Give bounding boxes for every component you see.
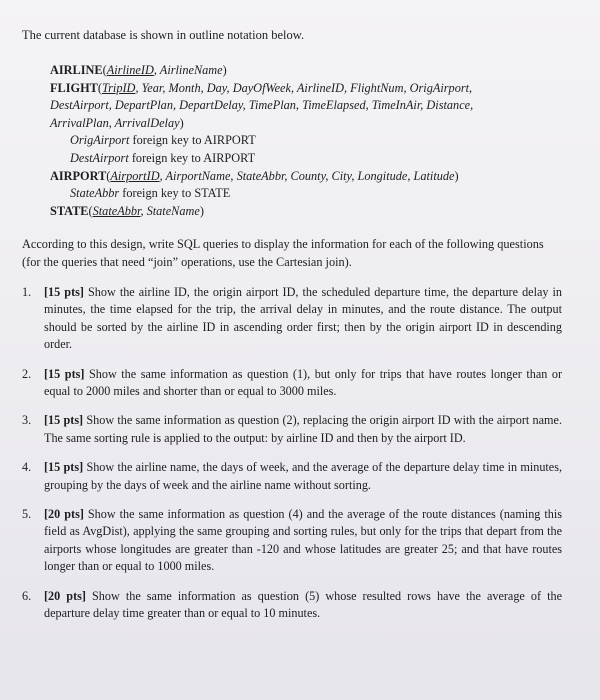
flight-fk-orig: OrigAirport foreign key to AIRPORT [70,133,256,148]
question-list [22,284,562,635]
question-6: 6. [20 pts] Show the same information as question (5) whose resulted rows have the average of the departure delay time greater than or equal to 10 minutes. [22,588,563,621]
flight-fk-dest: DestAirport foreign key to AIRPORT [70,150,256,165]
state-relation: STATE(StateAbbr, StateName) [50,203,204,218]
question-4: 4. [15 pts] Show the airline name, the days of week, and the average of the departure delay time in minutes, grouping by the days of week and the airline name without sorting. [22,460,562,492]
schema-block [50,62,570,220]
airline-relation: AIRLINE(AirlineID, AirlineName) [50,63,227,77]
flight-relation-cont: DestAirport, DepartPlan, DepartDelay, TimePlan, TimeElapsed, TimeInAir, Distance, [50,98,474,113]
question-5: 5. [20 pts] Show the same information as question (4) and the average of the route distances (naming this field as AvgDist), applying the same grouping and sorting rules, but only for the trips that depart from the airports whose longitudes are greater than -120 and whose latitudes are greater 25; and that have routes longer than or equal to 1000 miles. [22,507,562,574]
question-3: 3. [15 pts] Show the same information as question (2), replacing the origin airport ID with the airport name. The same sorting rule is applied to the output: by airline ID and then by the airport ID. [22,413,562,445]
question-2: 2. [15 pts] Show the same information as question (1), but only for trips that have routes longer than or equal to 2000 miles and shorter than or equal to 3000 miles. [22,366,563,399]
flight-relation-cont2: ArrivalPlan, ArrivalDelay) [50,115,184,130]
question-1: 1. [15 pts] Show the airline ID, the origin airport ID, the scheduled departure time, the departure delay in minutes, the time elapsed for the trip, the arrival delay in minutes, and the route distance. The output should be sorted by the airline ID in ascending order first; then by the origin airport ID in descending order. [22,285,563,352]
intro-text: The current database is shown in outline notation below. [22,28,305,42]
airport-relation: AIRPORT(AirportID, AirportName, StateAbbr, County, City, Longitude, Latitude) [50,168,459,183]
flight-relation: FLIGHT(TripID, Year, Month, Day, DayOfWeek, AirlineID, FlightNum, OrigAirport, [50,80,473,95]
instructions: According to this design, write SQL queries to display the information for each of the following questions (for the queries that need “join” operations, use the Cartesian join). [22,237,544,269]
airport-fk-state: StateAbbr foreign key to STATE [70,186,231,201]
